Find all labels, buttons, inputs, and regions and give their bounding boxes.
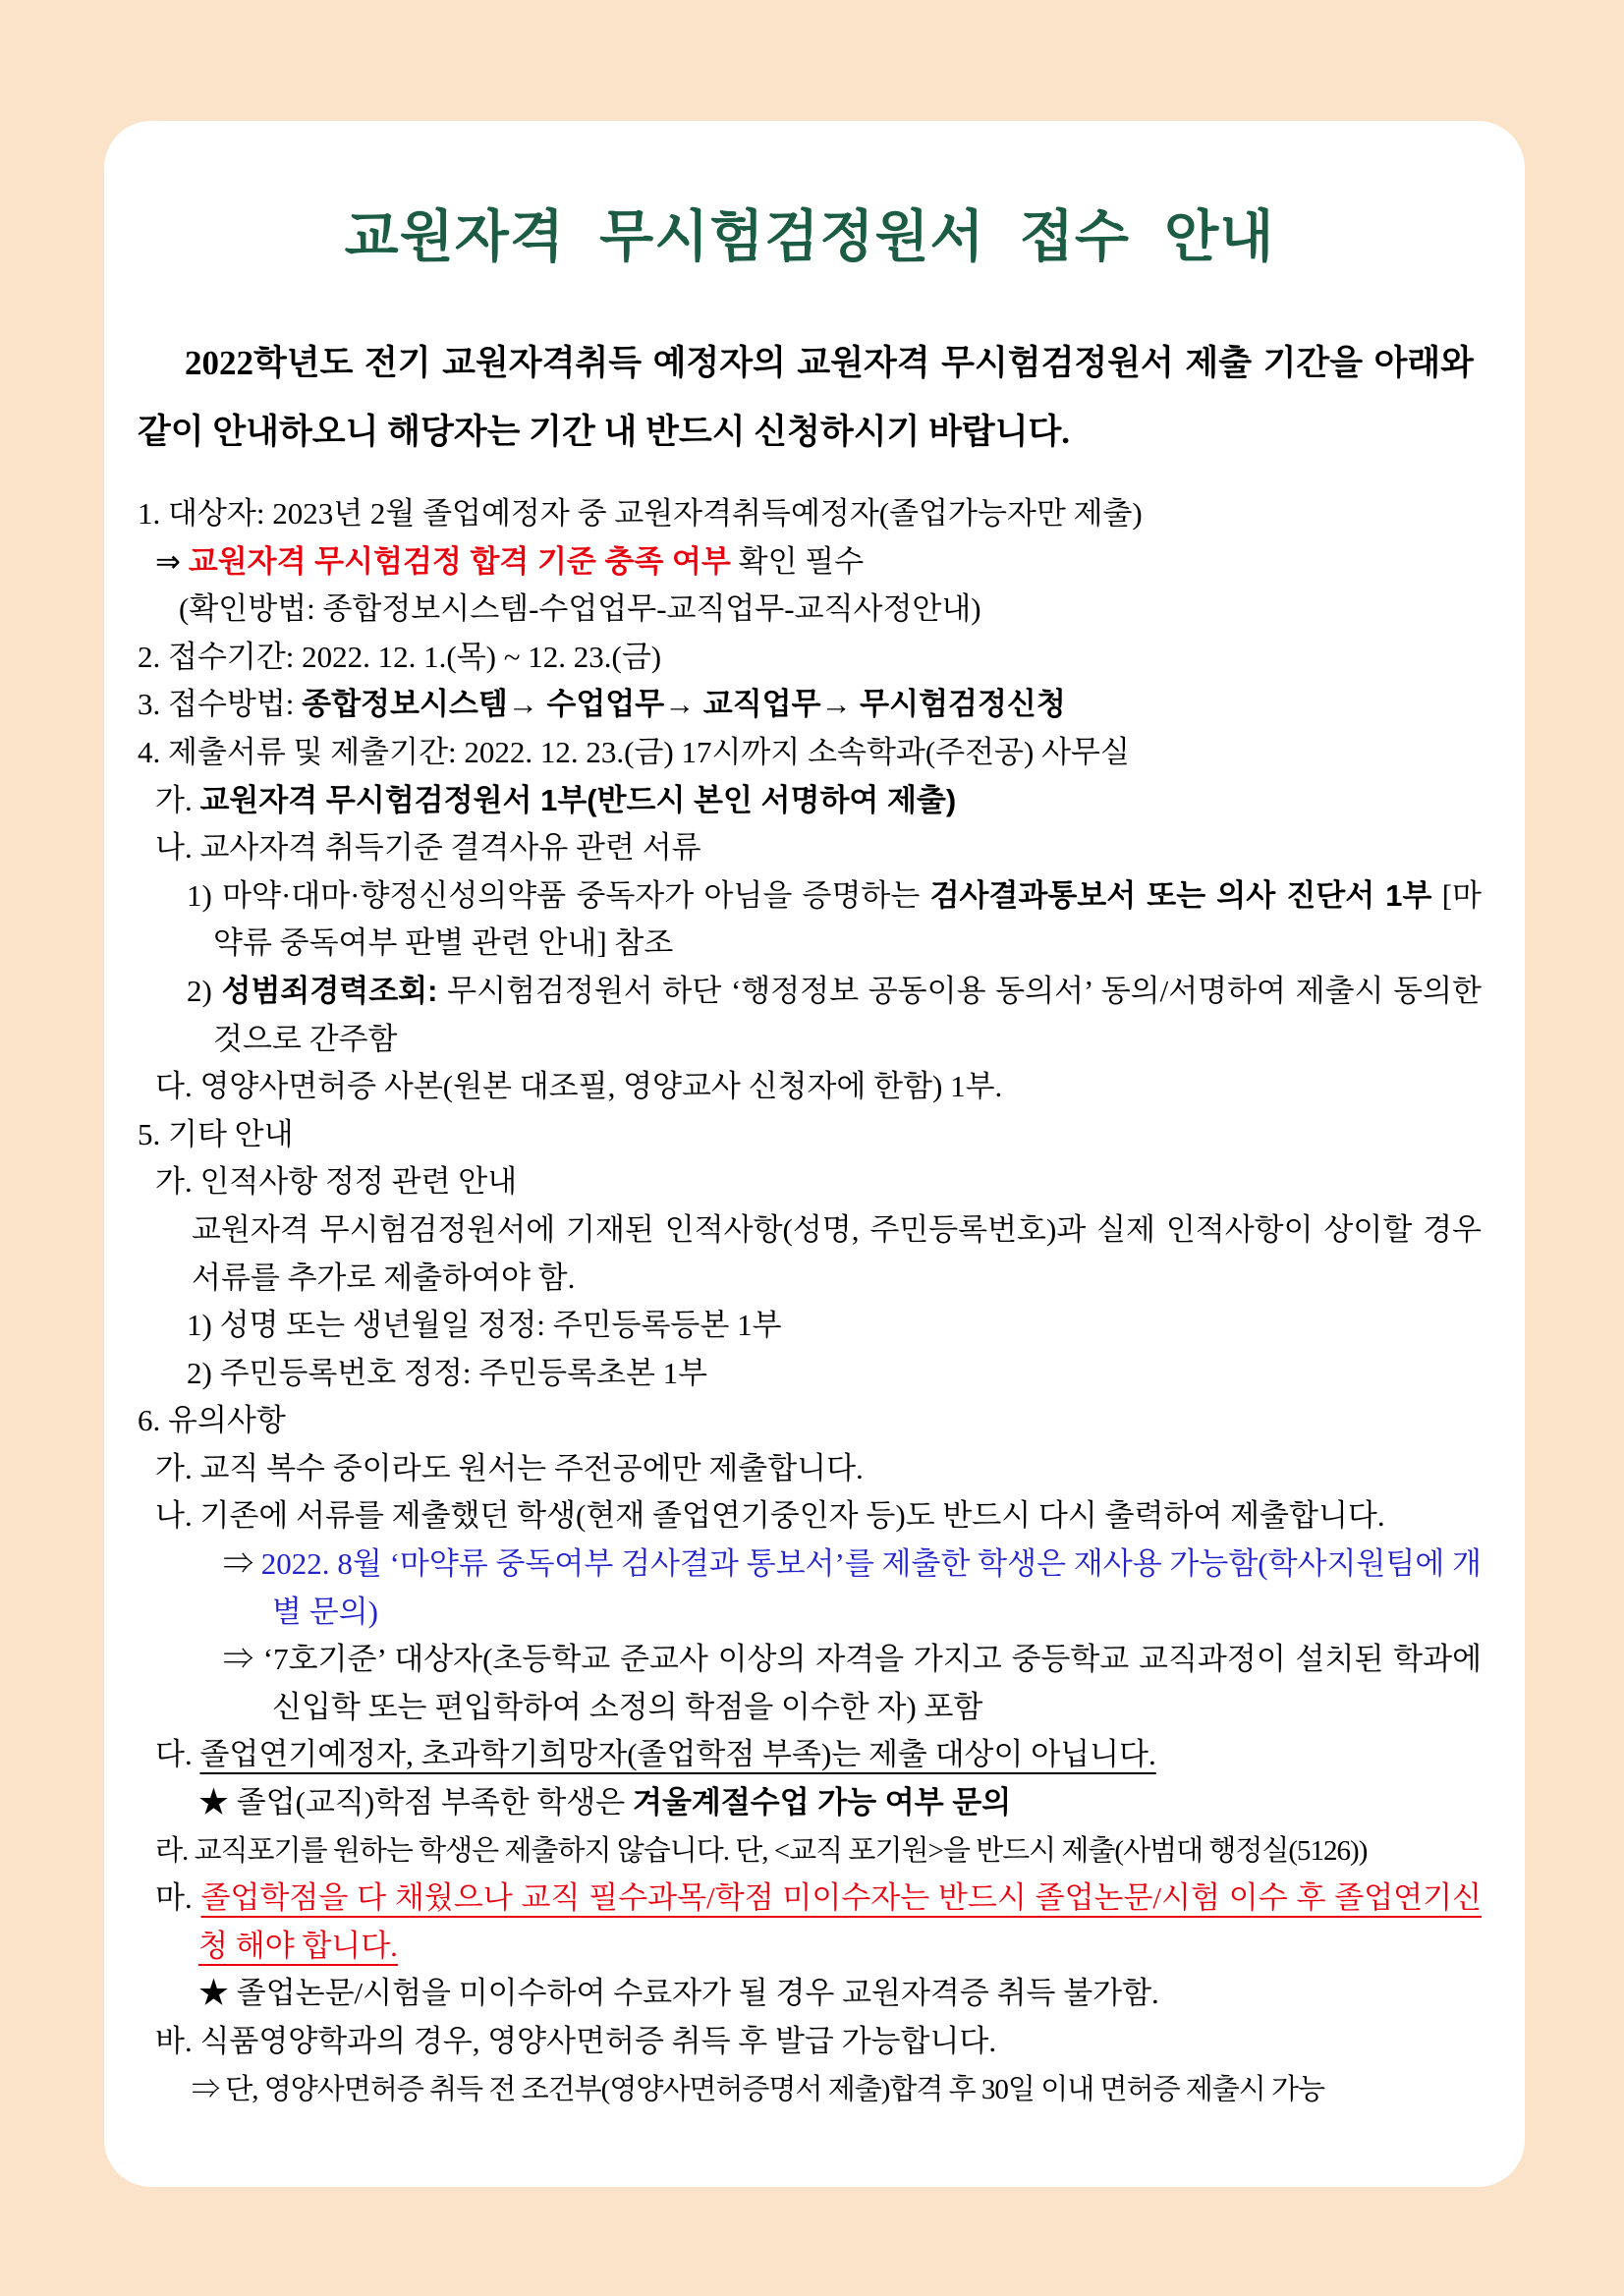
text-run-redbold: 교원자격 무시험검정 합격 기준 충족 여부 — [188, 543, 731, 579]
text-run-normal: 나. 교사자격 취득기준 결격사유 관련 서류 — [155, 830, 701, 866]
doc-line-21 — [223, 1636, 1482, 1731]
doc-line-22 — [155, 1731, 1482, 1779]
text-run-normal: ★ 졸업논문/시험을 미이수하여 수료자가 될 경우 교원자격증 취득 불가함. — [198, 1976, 1159, 2011]
doc-line-25 — [155, 1875, 1482, 1970]
text-run-bold: 교원자격 무시험검정원서 1부(반드시 본인 서명하여 제출) — [199, 782, 957, 817]
text-run-redunderline: 졸업학점을 다 채웠으나 교직 필수과목/학점 미이수자는 반드시 졸업논문/시험 이수 후 졸업연기신청 해야 합니다. — [198, 1880, 1483, 1963]
text-run-bold: 종합정보시스템→ 수업업무→ 교직업무→ 무시험검정신청 — [302, 687, 1066, 722]
doc-line-28 — [192, 2066, 1482, 2114]
text-run-normal: 1) 성명 또는 생년월일 정정: 주민등록등본 1부 — [187, 1308, 782, 1343]
doc-line-12 — [138, 1111, 1482, 1159]
doc-line-2 — [155, 538, 1482, 587]
text-run-normal: 다. 영양사면허증 사본(원본 대조필, 영양교사 신청자에 한함) 1부. — [155, 1069, 1003, 1104]
doc-line-13 — [155, 1158, 1482, 1206]
text-run-normal: ‘7호기준’ 대상자(초등학교 준교사 이상의 자격을 가지고 중등학교 교직과정이 설치된 학과에 신입학 또는 편입학하여 소정의 학점을 이수한 자) 포함 — [262, 1642, 1483, 1724]
text-run-normal: 교원자격 무시험검정원서에 기재된 인적사항(성명, 주민등록번호)과 실제 인적사항이 상이할 경우 서류를 추가로 제출하여야 함. — [192, 1211, 1482, 1295]
text-run-bold: 검사결과통보서 또는 의사 진단서 1부 — [929, 877, 1432, 913]
doc-line-9 — [187, 872, 1482, 968]
text-run-normal: 가. 교직 복수 중이라도 원서는 주전공에만 제출합니다. — [155, 1450, 864, 1485]
doc-line-7 — [155, 777, 1482, 825]
text-run-normal: 2. 접수기간: 2022. 12. 1.(목) ~ 12. 23.(금) — [138, 639, 662, 674]
text-run-normal: ⇒ — [223, 1642, 263, 1677]
text-run-normal: 나. 기존에 서류를 제출했던 학생(현재 졸업연기중인자 등)도 반드시 다시 출력하여 제출합니다. — [155, 1498, 1385, 1534]
text-run-bold: 성범죄경력조회: — [221, 973, 438, 1008]
doc-line-19 — [155, 1492, 1482, 1540]
intro-paragraph: 2022학년도 전기 교원자격취득 예정자의 교원자격 무시험검정원서 제출 기간을 아래와 같이 안내하오니 해당자는 기간 내 반드시 신청하시기 바랍니다. — [138, 344, 1474, 451]
text-run-normal: 라. 교직포기를 원하는 학생은 제출하지 않습니다. 단, <교직 포기원>을 반드시 제출(사범대 행정실(5126)) — [155, 1834, 1368, 1867]
text-run-underline: 졸업연기예정자, 초과학기희망자(졸업학점 부족)는 제출 대상이 아닙니다. — [199, 1737, 1156, 1772]
text-run-normal: 3. 접수방법: — [138, 687, 303, 722]
text-run-normal: 가. 인적사항 정정 관련 안내 — [155, 1164, 518, 1200]
page-title: 교원자격 무시험검정원서 접수 안내 — [344, 206, 1275, 268]
text-run-normal: (확인방법: 종합정보시스템-수업업무-교직업무-교직사정안내) — [179, 591, 981, 627]
text-run-blue: 2022. 8월 ‘마약류 중독여부 검사결과 통보서’를 제출한 학생은 재사용 가능함(학사지원팀에 개별 문의) — [260, 1546, 1483, 1629]
doc-line-18 — [155, 1445, 1482, 1493]
doc-line-15 — [187, 1302, 1482, 1350]
text-run-normal: 1. 대상자: 2023년 2월 졸업예정자 중 교원자격취득예정자(졸업가능자만 제출) — [138, 496, 1143, 531]
text-run-bold: 겨울계절수업 가능 여부 문의 — [633, 1785, 1012, 1820]
doc-line-1 — [138, 490, 1482, 538]
doc-line-27 — [155, 2018, 1482, 2066]
text-run-normal: 4. 제출서류 및 제출기간: 2022. 12. 23.(금) 17시까지 소속학과(주전공) 사무실 — [138, 734, 1130, 769]
doc-line-5 — [138, 681, 1482, 729]
notice-card — [104, 121, 1525, 2187]
doc-line-26 — [198, 1970, 1482, 2018]
document-body — [138, 490, 1482, 2113]
doc-line-24 — [155, 1827, 1482, 1876]
text-run-normal: ⇒ — [155, 543, 189, 579]
text-run-normal: 마. — [155, 1880, 201, 1916]
doc-line-3 — [179, 586, 1482, 634]
doc-line-16 — [187, 1350, 1482, 1398]
text-run-normal: 가. — [155, 782, 200, 817]
text-run-normal: 확인 필수 — [730, 543, 865, 579]
doc-line-10 — [187, 968, 1482, 1063]
text-run-normal: 2) — [187, 973, 222, 1008]
text-run-normal: 5. 기타 안내 — [138, 1116, 294, 1151]
doc-line-14 — [192, 1206, 1482, 1302]
text-run-normal: 6. 유의사항 — [138, 1403, 286, 1438]
doc-line-6 — [138, 729, 1482, 777]
doc-line-23 — [198, 1779, 1482, 1827]
text-run-normal: 바. 식품영양학과의 경우, 영양사면허증 취득 후 발급 가능합니다. — [155, 2024, 997, 2058]
doc-line-17 — [138, 1397, 1482, 1445]
text-run-normal: 다. — [155, 1737, 200, 1772]
text-run-normal: 1) 마약·대마·향정신성의약품 중독자가 아님을 증명하는 — [187, 877, 930, 913]
text-run-normal: 2) 주민등록번호 정정: 주민등록초본 1부 — [187, 1355, 708, 1390]
doc-line-11 — [155, 1063, 1482, 1111]
doc-line-8 — [155, 824, 1482, 872]
text-run-normal: ★ 졸업(교직)학점 부족한 학생은 — [198, 1785, 633, 1820]
doc-line-4 — [138, 634, 1482, 682]
text-run-normal: ⇒ 단, 영양사면허증 취득 전 조건부(영양사면허증명서 제출)합격 후 30일 이내 면허증 제출시 가능 — [192, 2073, 1325, 2105]
text-run-normal: 무시험검정원서 하단 ‘행정정보 공동이용 동의서’ 동의/서명하여 제출시 동의한 것으로 간주함 — [213, 973, 1483, 1056]
text-run-normal: [마약류 중독여부 판별 관련 안내] 참조 — [213, 877, 1482, 961]
doc-line-20 — [223, 1540, 1482, 1636]
text-run-normal: ⇒ — [223, 1546, 261, 1582]
